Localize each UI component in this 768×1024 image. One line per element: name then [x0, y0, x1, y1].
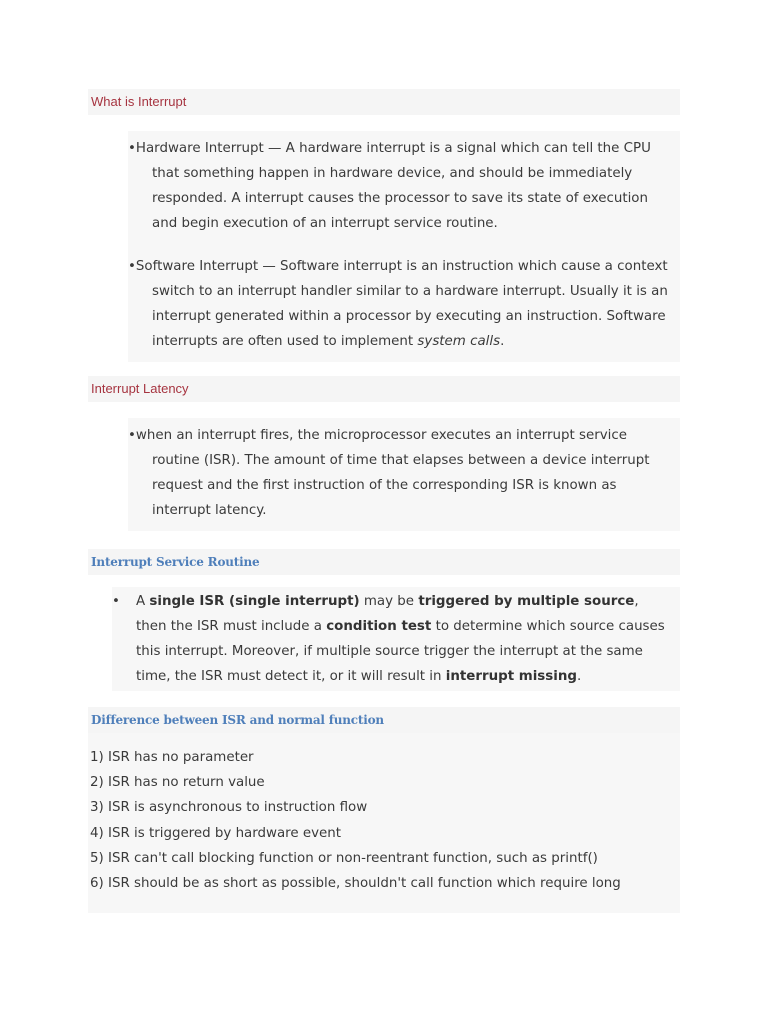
isr-bold-condition-test: condition test: [326, 619, 432, 634]
bullet-dot: •: [128, 141, 136, 156]
heading-interrupt-latency: Interrupt Latency: [88, 376, 680, 402]
heading-what-is-interrupt: What is Interrupt: [88, 89, 680, 115]
isr-text: .: [576, 669, 582, 684]
bullet-text: Software interrupt is an instruction which cause a context switch to an interrupt handler similar to a hardware interrupt. Usually it is an interrupt generated within a processor by executing an instruction. Software interrupts are often used to implement: [152, 259, 668, 349]
bullet-end: .: [500, 334, 505, 349]
bullet-latency: [128, 423, 674, 523]
isr-bold-single-isr: single ISR (single interrupt): [149, 594, 360, 609]
em-dash: —: [258, 259, 281, 274]
bullet-title: Software Interrupt: [135, 259, 259, 274]
bullet-title: Hardware Interrupt: [135, 141, 264, 156]
list-item: 1) ISR has no parameter: [90, 750, 254, 765]
list-item: 5) ISR can't call blocking function or non-reentrant function, such as printf(): [90, 850, 598, 866]
bullet-text: A hardware interrupt is a signal which can tell the CPU that something happen in hardware device, and should be immediately responded. A interrupt causes the processor to save its state of execution and begin execution of an interrupt service routine.: [152, 141, 651, 231]
bullet-hardware-interrupt: [128, 136, 674, 236]
bullet-text: when an interrupt fires, the microprocessor executes an interrupt service routine (ISR). The amount of time that elapses between a device interrupt request and the first instruction of the corresponding ISR is known as interrupt latency.: [135, 428, 650, 518]
bullet-dot: •: [112, 594, 120, 609]
heading-difference-isr-normal-function: Difference between ISR and normal function: [88, 707, 680, 733]
latency-block: [128, 418, 680, 531]
interrupt-definitions-block: [128, 131, 680, 362]
em-dash: —: [263, 141, 286, 156]
bullet-dot: •: [128, 428, 136, 443]
isr-text: , then the ISR must include a: [136, 594, 639, 634]
isr-text: to determine which source causes this interrupt. Moreover, if multiple source trigger the interrupt at the same time, the ISR must detect it, or it will result in: [136, 619, 665, 684]
heading-interrupt-service-routine: Interrupt Service Routine: [88, 549, 680, 575]
bullet-dot: •: [128, 259, 136, 274]
list-item: 3) ISR is asynchronous to instruction flow: [90, 800, 368, 816]
document-page: [88, 89, 680, 913]
difference-list: [88, 733, 680, 913]
isr-text: A: [136, 594, 150, 609]
italic-term: system calls: [417, 334, 501, 349]
isr-bold-interrupt-missing: interrupt missing: [445, 669, 577, 684]
list-item: 2) ISR has no return value: [90, 775, 265, 791]
bullet-software-interrupt: [128, 254, 674, 354]
isr-block: [112, 587, 680, 691]
isr-text: may be: [359, 594, 419, 609]
list-item: 4) ISR is triggered by hardware event: [90, 825, 342, 841]
list-item: 6) ISR should be as short as possible, shouldn't call function which require long: [90, 876, 621, 892]
isr-bold-triggered: triggered by multiple source: [418, 594, 635, 609]
